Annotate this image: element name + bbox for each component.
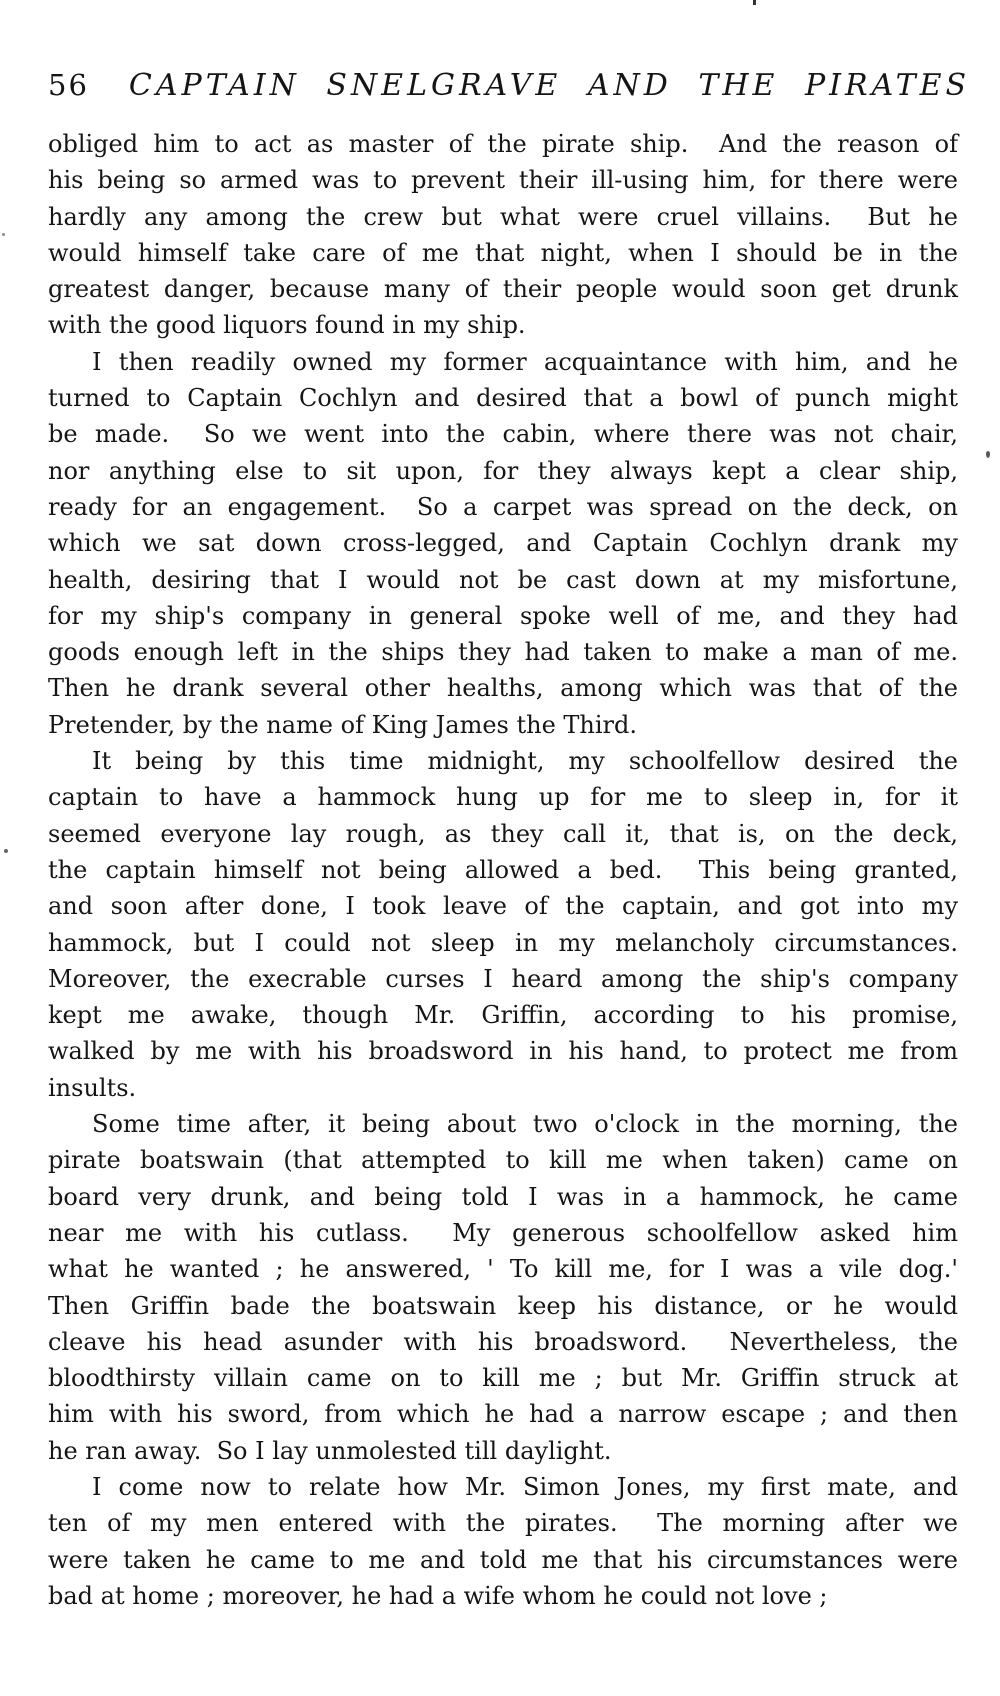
paragraph	[48, 1106, 958, 1469]
text-line: seemed everyone lay rough, as they call it, that is, on the deck,	[48, 819, 958, 848]
text-line: what he wanted ; he answered, ' To kill me, for I was a vile dog.'	[48, 1255, 958, 1284]
text-line: were taken he came to me and told me that his circumstances were	[48, 1545, 958, 1574]
text-line: and soon after done, I took leave of the captain, and got into my	[48, 892, 958, 921]
text-line: he ran away. So I lay unmolested till daylight.	[48, 1436, 612, 1465]
scan-artifact-top-tick	[753, 0, 756, 5]
text-line: him with his sword, from which he had a narrow escape ; and then	[48, 1400, 958, 1429]
running-header	[48, 68, 971, 103]
text-line: cleave his head asunder with his broadsword. Nevertheless, the	[48, 1327, 958, 1356]
text-line: his being so armed was to prevent their ill-using him, for there were	[48, 166, 958, 195]
paragraph	[48, 126, 958, 344]
text-line: Some time after, it being about two o'clock in the morning, the	[92, 1110, 958, 1139]
text-line: greatest danger, because many of their people would soon get drunk	[48, 275, 958, 304]
running-title: CAPTAIN SNELGRAVE AND THE PIRATES	[128, 68, 971, 103]
text-line: with the good liquors found in my ship.	[48, 311, 526, 340]
paragraph	[48, 743, 958, 1106]
page-text	[48, 126, 958, 1614]
text-line: I then readily owned my former acquaintance with him, and he	[92, 347, 958, 376]
text-line: health, desiring that I would not be cast down at my misfortune,	[48, 565, 958, 594]
scan-artifact-left-dot	[4, 849, 8, 853]
text-line: I come now to relate how Mr. Simon Jones, my first mate, and	[92, 1472, 958, 1501]
text-line: board very drunk, and being told I was in a hammock, he came	[48, 1182, 958, 1211]
text-line: be made. So we went into the cabin, where there was not chair,	[48, 420, 958, 449]
text-line: goods enough left in the ships they had taken to make a man of me.	[48, 638, 958, 667]
text-line: It being by this time midnight, my schoolfellow desired the	[92, 747, 958, 776]
paragraph	[48, 344, 958, 743]
text-line: ready for an engagement. So a carpet was spread on the deck, on	[48, 492, 958, 521]
text-line: the captain himself not being allowed a bed. This being granted,	[48, 855, 958, 884]
scan-artifact-right-mark	[986, 451, 990, 458]
text-line: captain to have a hammock hung up for me to sleep in, for it	[48, 783, 958, 812]
text-line: bloodthirsty villain came on to kill me ; but Mr. Griffin struck at	[48, 1364, 958, 1393]
scan-artifact-left-dot	[2, 233, 5, 236]
text-line: Then Griffin bade the boatswain keep his distance, or he would	[48, 1291, 958, 1320]
text-line: near me with his cutlass. My generous schoolfellow asked him	[48, 1218, 958, 1247]
text-line: Then he drank several other healths, among which was that of the	[48, 674, 958, 703]
text-line: turned to Captain Cochlyn and desired that a bowl of punch might	[48, 384, 958, 413]
text-line: kept me awake, though Mr. Griffin, according to his promise,	[48, 1001, 958, 1030]
text-line: bad at home ; moreover, he had a wife whom he could not love ;	[48, 1581, 828, 1610]
text-line: for my ship's company in general spoke well of me, and they had	[48, 601, 958, 630]
text-line: insults.	[48, 1073, 137, 1102]
text-line: pirate boatswain (that attempted to kill me when taken) came on	[48, 1146, 958, 1175]
paragraph	[48, 1469, 958, 1614]
text-line: which we sat down cross-legged, and Captain Cochlyn drank my	[48, 529, 958, 558]
text-line: ten of my men entered with the pirates. The morning after we	[48, 1509, 958, 1538]
text-line: Pretender, by the name of King James the Third.	[48, 710, 638, 739]
text-line: obliged him to act as master of the pirate ship. And the reason of	[48, 130, 958, 158]
text-line: walked by me with his broadsword in his hand, to protect me from	[48, 1037, 958, 1066]
text-line: would himself take care of me that night, when I should be in the	[48, 238, 958, 267]
page-number: 56	[48, 68, 89, 102]
text-line: Moreover, the execrable curses I heard among the ship's company	[48, 964, 958, 993]
text-line: hardly any among the crew but what were cruel villains. But he	[48, 202, 958, 231]
text-line: nor anything else to sit upon, for they always kept a clear ship,	[48, 456, 958, 485]
text-line: hammock, but I could not sleep in my melancholy circumstances.	[48, 928, 958, 957]
